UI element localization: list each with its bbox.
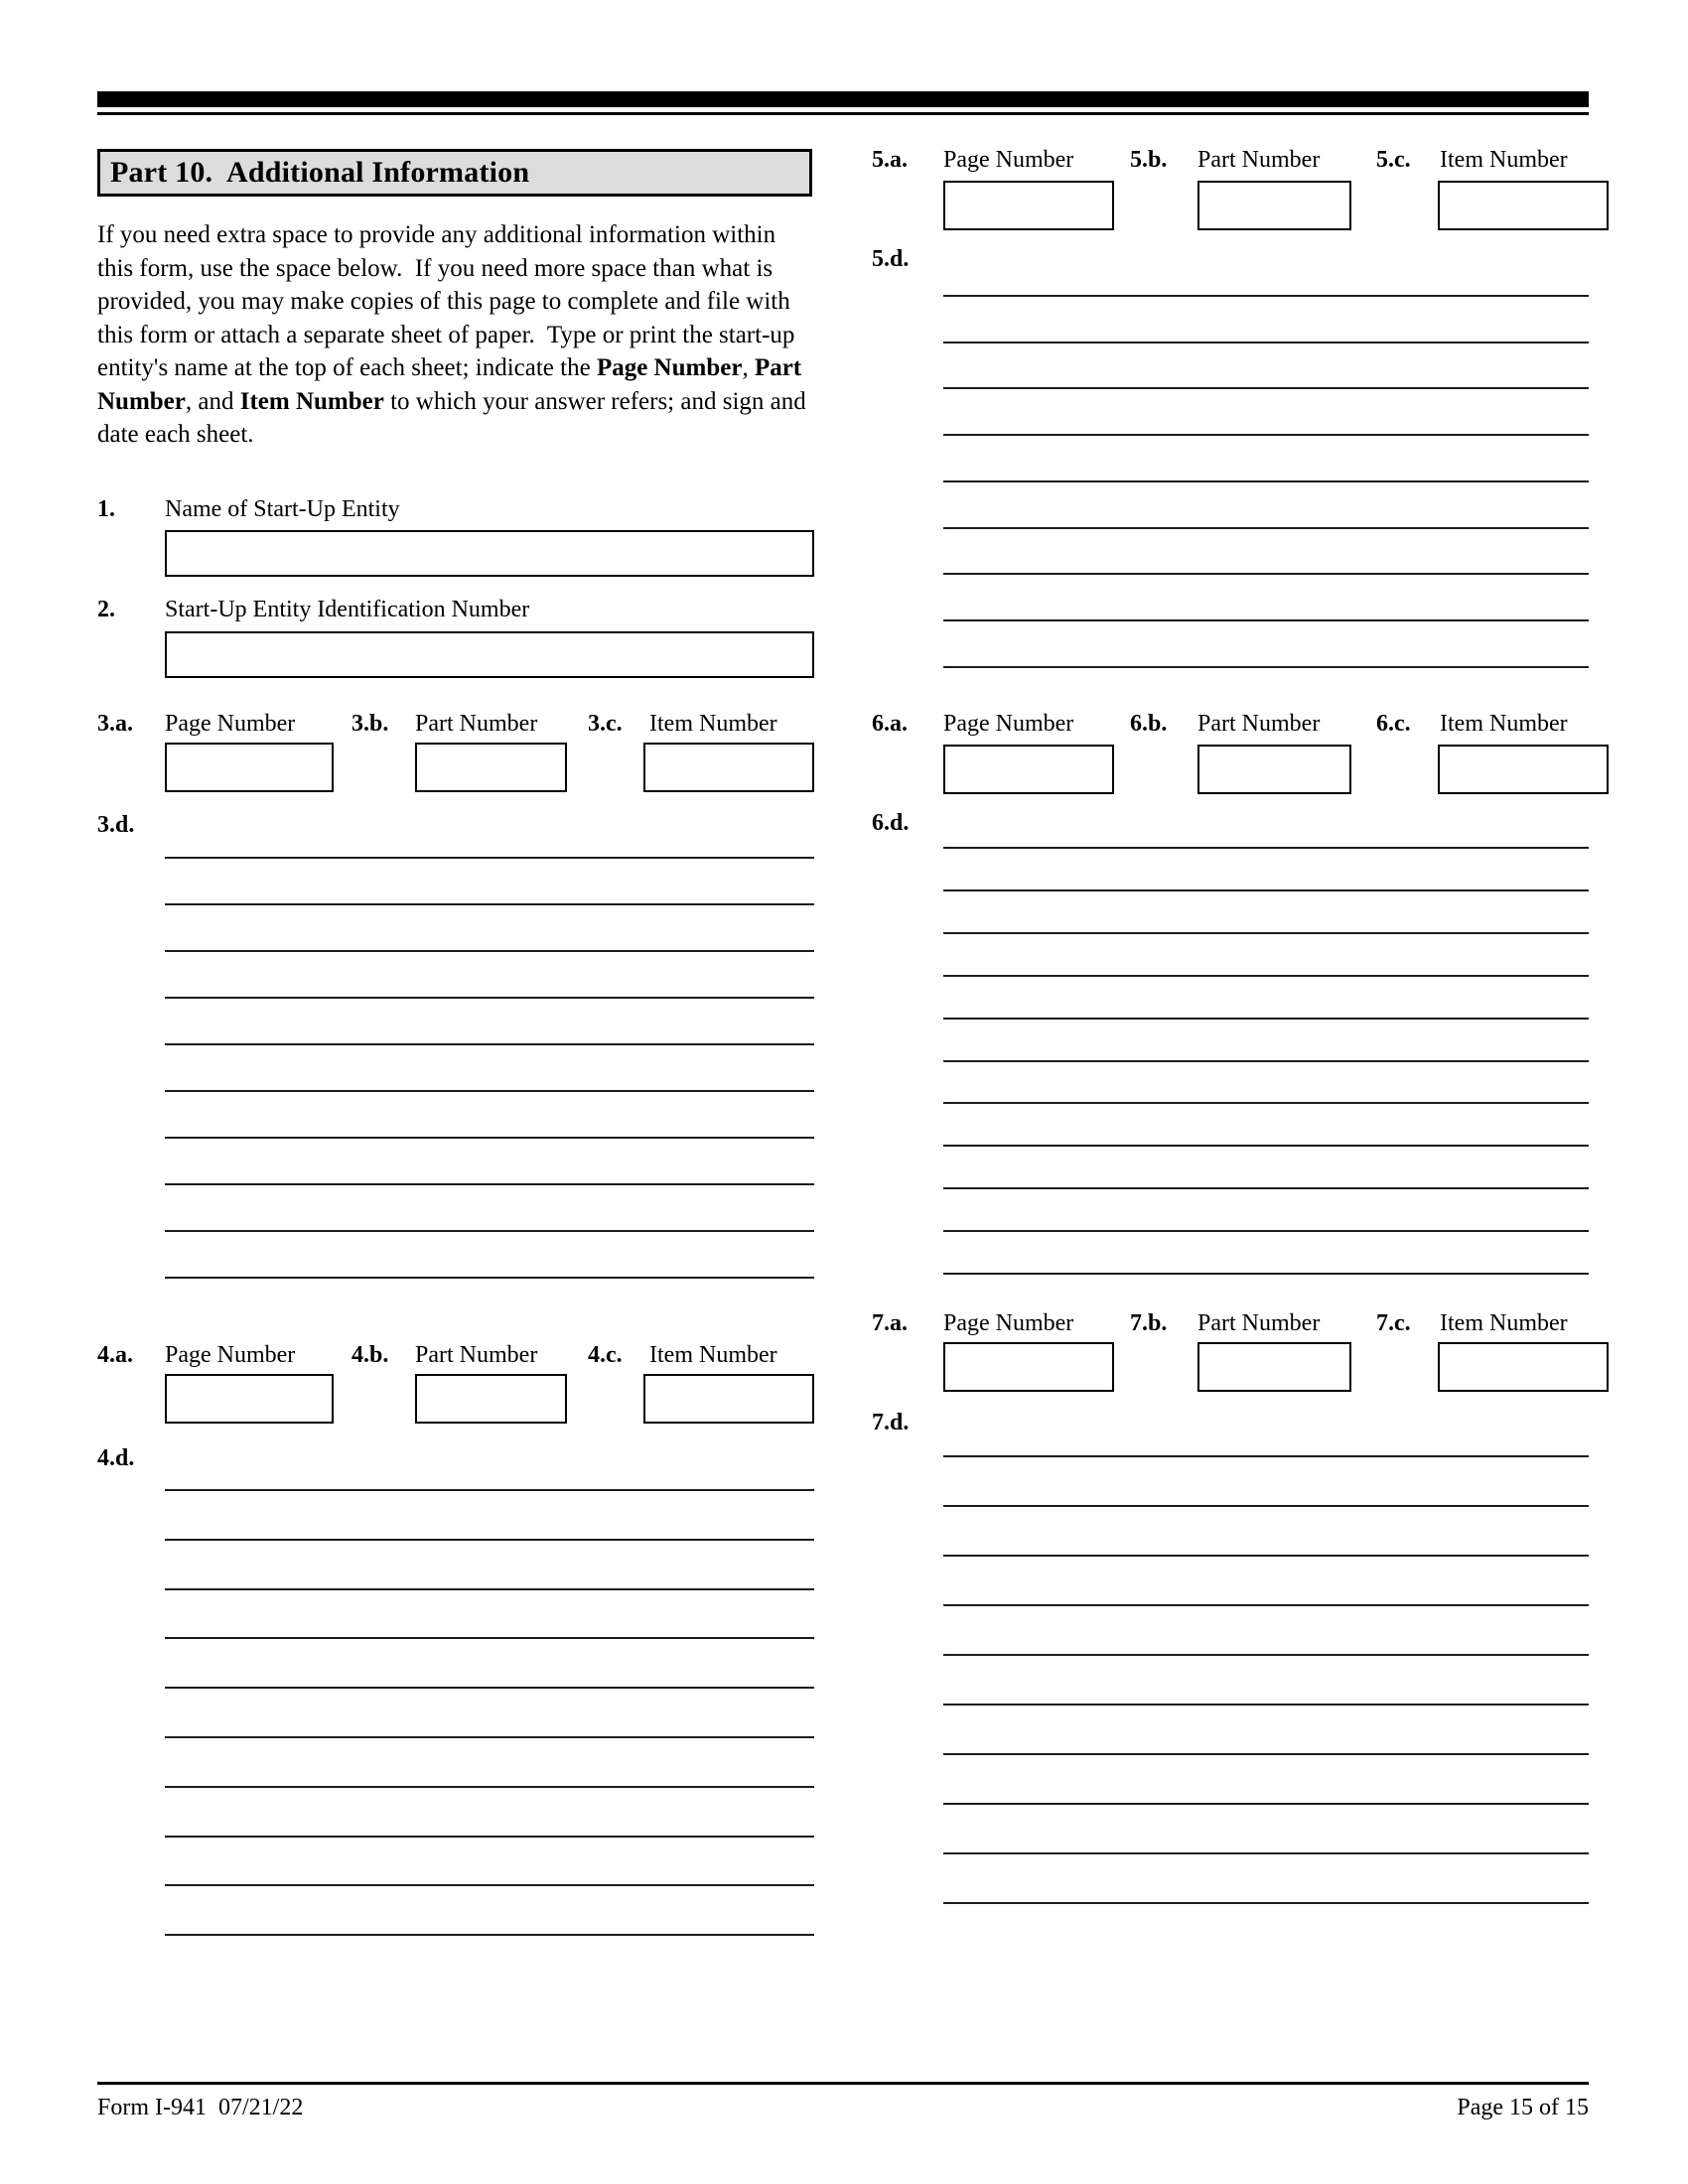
item-4b-label: Part Number	[415, 1342, 538, 1368]
write-line[interactable]	[943, 1102, 1589, 1104]
item-2-entity-id-box[interactable]	[165, 631, 814, 678]
item-7-abc-labels	[872, 1310, 1589, 1340]
item-4c-item-number-box[interactable]	[643, 1374, 814, 1424]
write-line[interactable]	[165, 1687, 814, 1689]
item-6c-item-number-box[interactable]	[1438, 745, 1609, 794]
item-4d-number: 4.d.	[97, 1445, 135, 1471]
item-5c-number: 5.c.	[1376, 147, 1411, 173]
write-line[interactable]	[943, 1187, 1589, 1189]
instructions-text: to which your answer refers; and sign and date each sheet.	[97, 387, 806, 448]
write-line[interactable]	[943, 847, 1589, 849]
item-5d-write-area	[943, 295, 1589, 670]
item-7a-page-number-box[interactable]	[943, 1342, 1114, 1392]
write-line[interactable]	[943, 1704, 1589, 1706]
item-2-row	[97, 597, 814, 626]
write-line[interactable]	[165, 1489, 814, 1491]
item-1-entity-name-box[interactable]	[165, 530, 814, 577]
write-line[interactable]	[943, 1145, 1589, 1147]
item-4a-label: Page Number	[165, 1342, 296, 1368]
item-5b-number: 5.b.	[1130, 147, 1168, 173]
item-6b-part-number-box[interactable]	[1197, 745, 1351, 794]
write-line[interactable]	[943, 387, 1589, 389]
item-6a-page-number-box[interactable]	[943, 745, 1114, 794]
item-5a-page-number-box[interactable]	[943, 181, 1114, 230]
item-3b-label: Part Number	[415, 711, 538, 737]
item-3b-number: 3.b.	[352, 711, 389, 737]
item-7b-number: 7.b.	[1130, 1310, 1168, 1336]
item-6a-label: Page Number	[943, 711, 1074, 737]
write-line[interactable]	[943, 1273, 1589, 1275]
item-6c-label: Item Number	[1440, 711, 1568, 737]
instructions-bold-term: Part Number	[97, 354, 802, 415]
item-6a-number: 6.a.	[872, 711, 908, 737]
part-10-title: Part 10. Additional Information	[110, 156, 530, 189]
write-line[interactable]	[943, 1902, 1589, 1904]
write-line[interactable]	[943, 1018, 1589, 1020]
write-line[interactable]	[943, 1230, 1589, 1232]
write-line[interactable]	[165, 950, 814, 952]
instructions-text: ,	[742, 354, 755, 381]
write-line[interactable]	[943, 527, 1589, 529]
item-6b-number: 6.b.	[1130, 711, 1168, 737]
write-line[interactable]	[165, 903, 814, 905]
item-6d-number: 6.d.	[872, 810, 910, 836]
item-5b-label: Part Number	[1197, 147, 1321, 173]
write-line[interactable]	[165, 1786, 814, 1788]
instructions-bold-term: Page Number	[596, 354, 743, 381]
write-line[interactable]	[165, 1137, 814, 1139]
item-4c-label: Item Number	[649, 1342, 777, 1368]
write-line[interactable]	[943, 1753, 1589, 1755]
item-7a-label: Page Number	[943, 1310, 1074, 1336]
write-line[interactable]	[943, 295, 1589, 297]
write-line[interactable]	[943, 975, 1589, 977]
write-line[interactable]	[943, 434, 1589, 436]
item-3c-label: Item Number	[649, 711, 777, 737]
item-5b-part-number-box[interactable]	[1197, 181, 1351, 230]
item-3c-item-number-box[interactable]	[643, 743, 814, 792]
item-1-number: 1.	[97, 496, 115, 522]
item-4d-write-area	[165, 1489, 814, 1985]
write-line[interactable]	[943, 666, 1589, 668]
write-line[interactable]	[165, 1637, 814, 1639]
write-line[interactable]	[943, 1604, 1589, 1606]
item-5a-number: 5.a.	[872, 147, 908, 173]
top-black-bar	[97, 91, 1589, 107]
item-1-row	[97, 496, 814, 526]
item-6-abc-labels	[872, 711, 1589, 741]
item-3d-write-area	[165, 857, 814, 1323]
write-line[interactable]	[943, 1060, 1589, 1062]
item-7b-label: Part Number	[1197, 1310, 1321, 1336]
item-5a-label: Page Number	[943, 147, 1074, 173]
item-3a-page-number-box[interactable]	[165, 743, 334, 792]
write-line[interactable]	[165, 1884, 814, 1886]
write-line[interactable]	[943, 1455, 1589, 1457]
item-4a-number: 4.a.	[97, 1342, 133, 1368]
item-3-abc-labels	[97, 711, 814, 741]
item-6c-number: 6.c.	[1376, 711, 1411, 737]
item-4c-number: 4.c.	[588, 1342, 623, 1368]
footer-rule	[97, 2082, 1589, 2085]
item-2-number: 2.	[97, 597, 115, 622]
item-4a-page-number-box[interactable]	[165, 1374, 334, 1424]
instructions-text: If you need extra space to provide any additional information within this form, use the space below. If you need more space than what is provided, you may make copies of this page to complete and file with this form or attach a separate sheet of paper. Type or print the start-up entity's name at the top of each sheet; indicate the	[97, 221, 795, 381]
write-line[interactable]	[943, 1654, 1589, 1656]
item-7d-number: 7.d.	[872, 1410, 910, 1435]
instructions-text: , and	[185, 387, 240, 415]
write-line[interactable]	[165, 1230, 814, 1232]
write-line[interactable]	[165, 1836, 814, 1838]
footer-page-number: Page 15 of 15	[1457, 2095, 1589, 2120]
write-line[interactable]	[943, 1803, 1589, 1805]
write-line[interactable]	[165, 1090, 814, 1092]
write-line[interactable]	[943, 573, 1589, 575]
item-7c-label: Item Number	[1440, 1310, 1568, 1336]
item-5-abc-labels	[872, 147, 1589, 177]
write-line[interactable]	[943, 932, 1589, 934]
write-line[interactable]	[943, 889, 1589, 891]
write-line[interactable]	[165, 1183, 814, 1185]
item-7c-number: 7.c.	[1376, 1310, 1411, 1336]
item-5c-item-number-box[interactable]	[1438, 181, 1609, 230]
item-2-label: Start-Up Entity Identification Number	[165, 597, 530, 622]
write-line[interactable]	[165, 1277, 814, 1279]
item-3a-label: Page Number	[165, 711, 296, 737]
item-7a-number: 7.a.	[872, 1310, 908, 1336]
write-line[interactable]	[165, 1736, 814, 1738]
write-line[interactable]	[943, 1505, 1589, 1507]
write-line[interactable]	[165, 857, 814, 859]
write-line[interactable]	[943, 1555, 1589, 1557]
item-7b-part-number-box[interactable]	[1197, 1342, 1351, 1392]
item-5c-label: Item Number	[1440, 147, 1568, 173]
top-thin-rule	[97, 112, 1589, 115]
item-1-label: Name of Start-Up Entity	[165, 496, 400, 522]
item-4-abc-labels	[97, 1342, 814, 1372]
item-5d-number: 5.d.	[872, 246, 910, 272]
write-line[interactable]	[165, 1539, 814, 1541]
write-line[interactable]	[943, 619, 1589, 621]
item-3a-number: 3.a.	[97, 711, 133, 737]
write-line[interactable]	[943, 1852, 1589, 1854]
part-10-header	[97, 149, 812, 197]
write-line[interactable]	[943, 341, 1589, 343]
write-line[interactable]	[165, 1588, 814, 1590]
item-3d-number: 3.d.	[97, 812, 135, 838]
item-3c-number: 3.c.	[588, 711, 623, 737]
write-line[interactable]	[943, 480, 1589, 482]
item-7c-item-number-box[interactable]	[1438, 1342, 1609, 1392]
instructions-bold-term: Item Number	[239, 387, 384, 415]
item-6d-write-area	[943, 847, 1589, 1276]
item-4b-number: 4.b.	[352, 1342, 389, 1368]
write-line[interactable]	[165, 997, 814, 999]
item-3b-part-number-box[interactable]	[415, 743, 567, 792]
write-line[interactable]	[165, 1934, 814, 1936]
write-line[interactable]	[165, 1043, 814, 1045]
footer-form-edition: Form I-941 07/21/22	[97, 2095, 304, 2120]
item-4b-part-number-box[interactable]	[415, 1374, 567, 1424]
item-7d-write-area	[943, 1455, 1589, 1954]
instructions-paragraph	[97, 218, 810, 452]
item-6b-label: Part Number	[1197, 711, 1321, 737]
